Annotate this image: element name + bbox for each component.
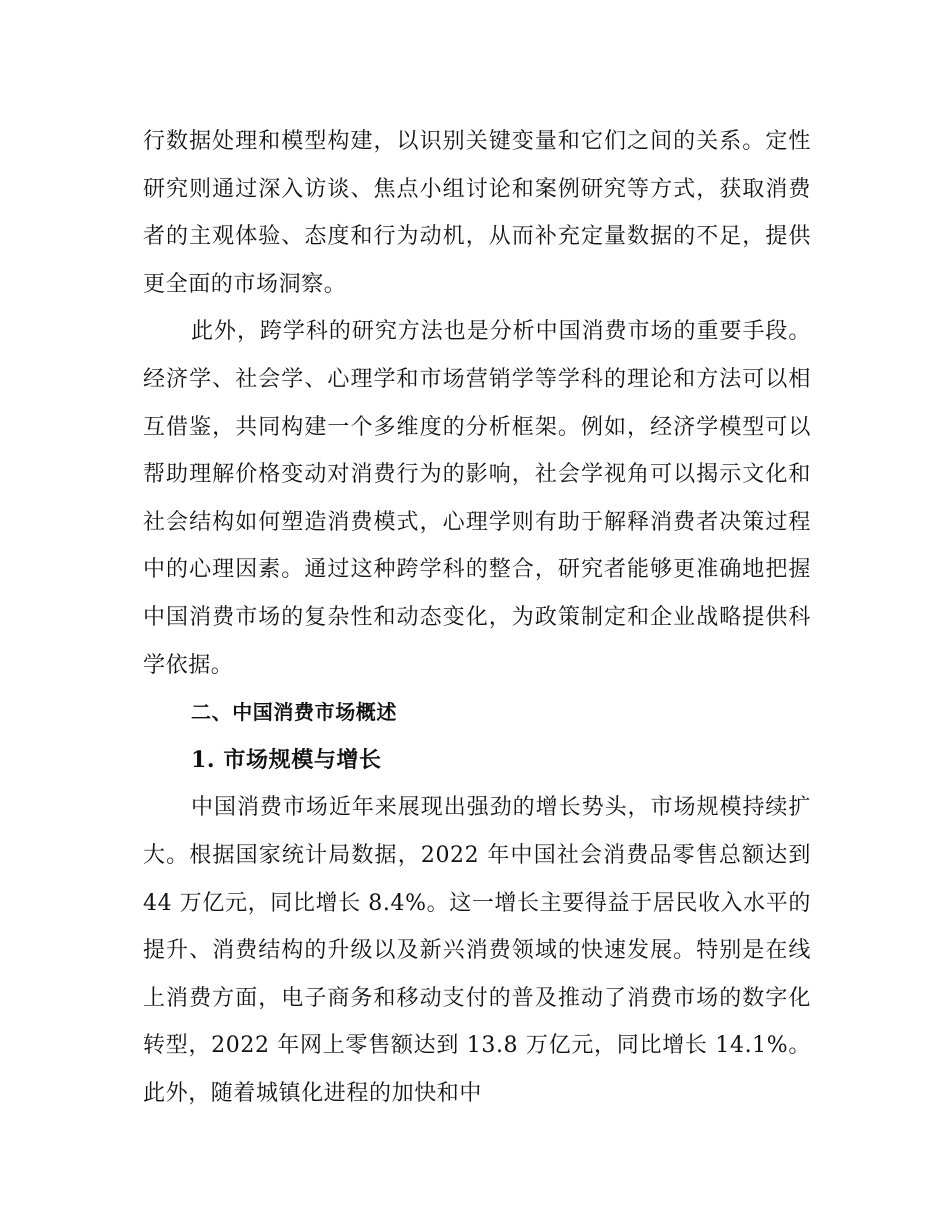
document-body <box>143 118 811 1117</box>
paragraph-interdisciplinary: 此外，跨学科的研究方法也是分析中国消费市场的重要手段。经济学、社会学、心理学和市场营销学等学科的理论和方法可以相互借鉴，共同构建一个多维度的分析框架。例如，经济学模型可以帮助理解价格变动对消费行为的影响，社会学视角可以揭示文化和社会结构如何塑造消费模式，心理学则有助于解释消费者决策过程中的心理因素。通过这种跨学科的整合，研究者能够更准确地把握中国消费市场的复杂性和动态变化，为政策制定和企业战略提供科学依据。 <box>143 319 811 678</box>
section-heading: 二、中国消费市场概述 <box>191 700 397 725</box>
subsection-heading: 1. 市场规模与增长 <box>191 746 382 773</box>
paragraph-methods-continued: 行数据处理和模型构建，以识别关键变量和它们之间的关系。定性研究则通过深入访谈、焦点小组讨论和案例研究等方式，获取消费者的主观体验、态度和行为动机，从而补充定量数据的不足，提供更全面的市场洞察。 <box>143 129 811 297</box>
paragraph-market-size: 中国消费市场近年来展现出强劲的增长势头，市场规模持续扩大。根据国家统计局数据，2022 年中国社会消费品零售总额达到 44 万亿元，同比增长 8.4%。这一增长主要得益于居民收入水平的提升、消费结构的升级以及新兴消费领域的快速发展。特别是在线上消费方面，电子商务和移动支付的普及推动了消费市场的数字化转型，2022 年网上零售额达到 13.8 万亿元，同比增长 14.1%。此外，随着城镇化进程的加快和中 <box>143 795 811 1106</box>
